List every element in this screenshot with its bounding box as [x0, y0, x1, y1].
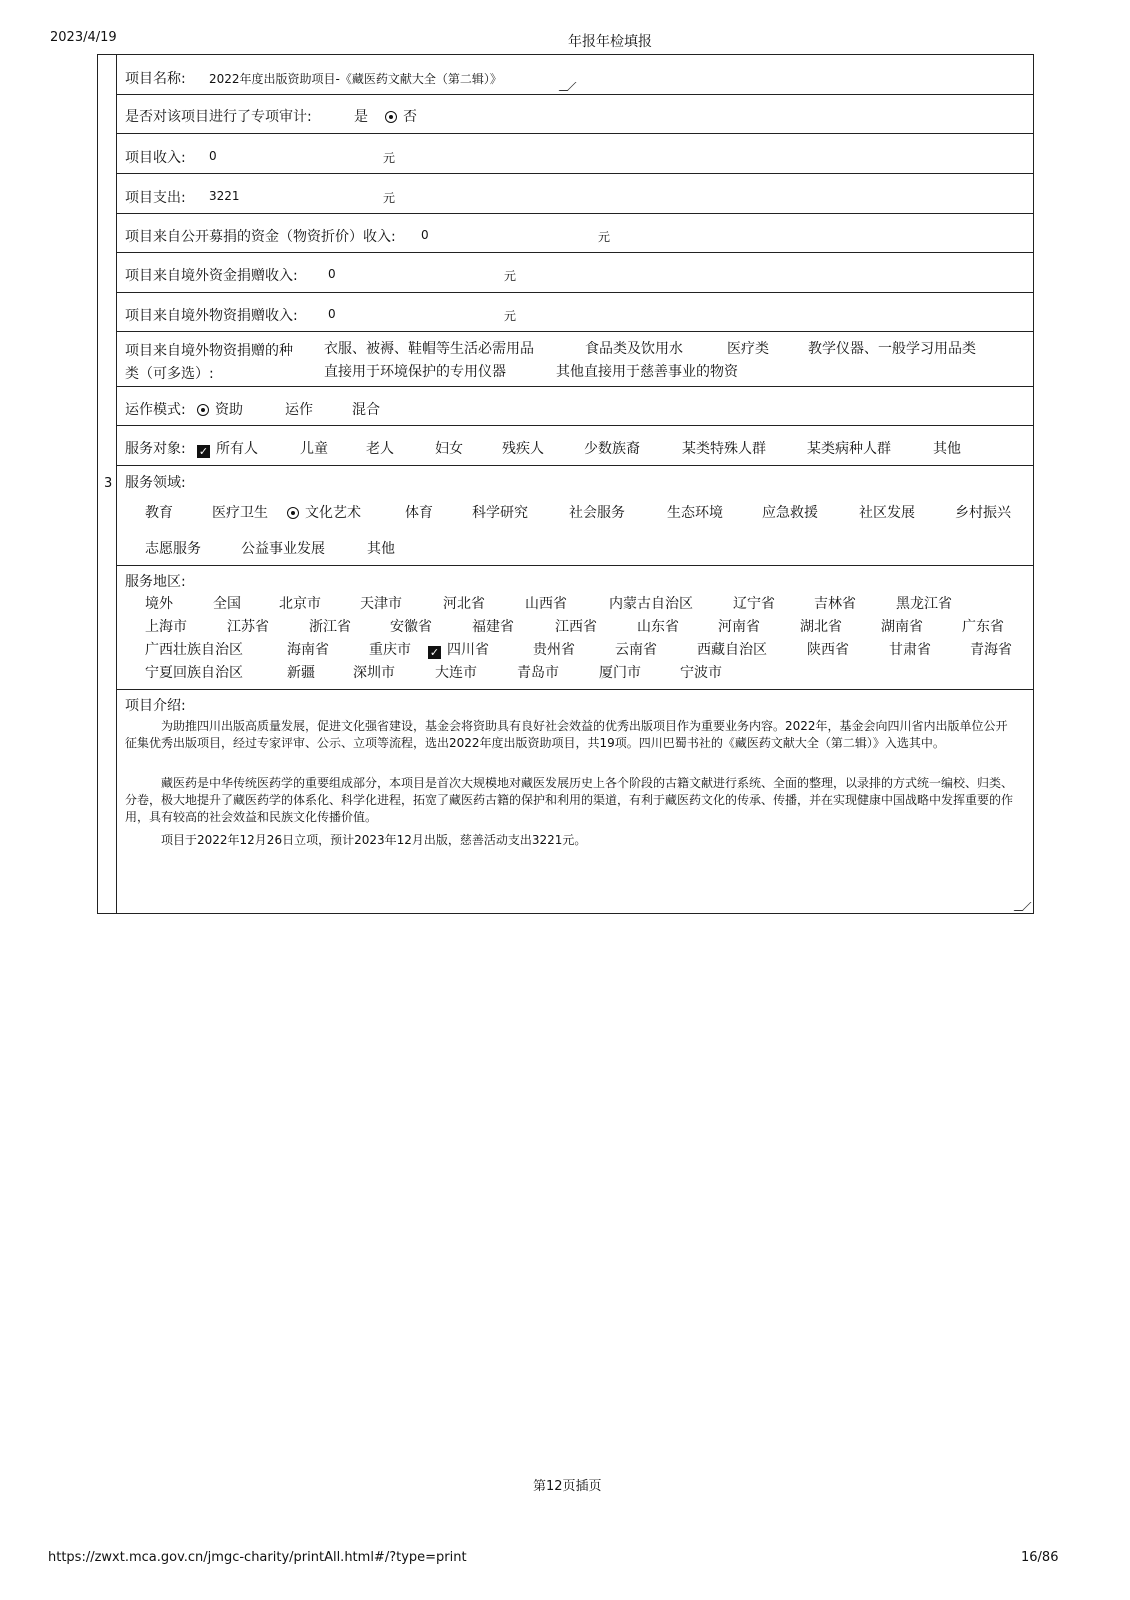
row-income: [117, 134, 1033, 174]
region-option[interactable]: 宁波市: [680, 665, 722, 681]
resize-handle-icon[interactable]: [559, 82, 577, 91]
intro-paragraph-2[interactable]: 藏医药是中华传统医药学的重要组成部分，本项目是首次大规模地对藏医发展历史上各个阶段的古籍文献进行系统、全面的整理，以录排的方式统一编校、归类、分卷，极大地提升了藏医药学的体系化、科学化进程，拓宽了藏医药古籍的保护和利用的渠道，有利于藏医药文化的传承、传播，并在实现健康中国战略中发挥重要的作用，具有较高的社会效益和民族文化传播价值。: [125, 776, 1014, 824]
region-option[interactable]: 天津市: [360, 596, 402, 612]
print-url: https://zwxt.mca.gov.cn/jmgc-charity/printAll.html#/?type=print: [48, 1550, 467, 1565]
foreign-funds-unit: 元: [504, 269, 517, 283]
intro-paragraph-1[interactable]: 为助推四川出版高质量发展，促进文化强省建设，基金会将资助具有良好社会效益的优秀出版项目作为重要业务内容。2022年，基金会向四川省内出版单位公开征集优秀出版项目，经过专家评审、公示、立项等流程，选出2022年度出版资助项目，共19项。四川巴蜀书社的《藏医药文献大全（第二辑）》入选其中。: [125, 719, 1008, 750]
audit-label: 是否对该项目进行了专项审计:: [125, 109, 312, 125]
target-option-children[interactable]: 儿童: [300, 441, 328, 457]
expense-input[interactable]: 3221: [209, 189, 240, 203]
foreign-funds-label: 项目来自境外资金捐赠收入:: [125, 268, 298, 284]
region-option[interactable]: 大连市: [435, 665, 477, 681]
row-expense: [117, 174, 1033, 214]
intro-label: 项目介绍:: [125, 698, 186, 714]
row-foreign-funds: [117, 253, 1033, 293]
goods-types-label-line2: 类（可多选）:: [125, 366, 214, 382]
region-option[interactable]: 广西壮族自治区: [145, 642, 243, 658]
field-option-culture-art[interactable]: [287, 502, 361, 522]
region-option[interactable]: 青海省: [970, 642, 1012, 658]
target-option-everyone[interactable]: [197, 438, 258, 458]
checkbox-checked-icon: ✓: [198, 445, 209, 458]
mode-label: 运作模式:: [125, 402, 186, 418]
field-option-social-service[interactable]: 社会服务: [569, 505, 625, 521]
print-date: 2023/4/19: [50, 30, 117, 45]
field-option-community[interactable]: 社区发展: [859, 505, 915, 521]
form-inner: [116, 55, 1033, 913]
audit-yes-option[interactable]: 是: [354, 109, 368, 125]
goods-option-environment[interactable]: 直接用于环境保护的专用仪器: [324, 364, 506, 380]
region-option[interactable]: 黑龙江省: [896, 596, 952, 612]
region-option[interactable]: 宁夏回族自治区: [145, 665, 243, 681]
audit-no-label: 否: [403, 109, 417, 125]
field-option-emergency[interactable]: 应急救援: [762, 505, 818, 521]
field-option-research[interactable]: 科学研究: [472, 505, 528, 521]
row-intro: [117, 690, 1033, 915]
mode-option-funding-label: 资助: [215, 402, 243, 418]
project-form: [97, 54, 1034, 914]
region-option[interactable]: 青岛市: [517, 665, 559, 681]
income-input[interactable]: 0: [209, 149, 217, 163]
region-option[interactable]: 河南省: [718, 619, 760, 635]
row-regions: [117, 566, 1033, 690]
row-audit: [117, 95, 1033, 134]
row-foreign-goods: [117, 293, 1033, 332]
region-option[interactable]: 境外: [145, 596, 173, 612]
page-count: 16/86: [1021, 1550, 1059, 1565]
region-option[interactable]: 新疆: [287, 665, 315, 681]
row-index: 3: [104, 476, 113, 491]
field-option-volunteer[interactable]: 志愿服务: [145, 541, 201, 557]
goods-types-label-line1: 项目来自境外物资捐赠的种: [125, 343, 293, 359]
region-option[interactable]: 陕西省: [807, 642, 849, 658]
region-option[interactable]: 安徽省: [390, 619, 432, 635]
page-note: 第12页插页: [533, 1479, 602, 1494]
expense-unit: 元: [383, 191, 396, 205]
income-label: 项目收入:: [125, 150, 186, 166]
region-option[interactable]: 江苏省: [227, 619, 269, 635]
audit-no-option[interactable]: [385, 106, 417, 126]
region-option-sichuan-label: 四川省: [447, 642, 489, 658]
row-goods-types: [117, 332, 1033, 387]
public-income-input[interactable]: 0: [421, 228, 429, 242]
mode-option-funding[interactable]: [197, 399, 243, 419]
row-targets: [117, 426, 1033, 466]
field-option-education[interactable]: 教育: [145, 505, 173, 521]
fields-label: 服务领域:: [125, 475, 186, 491]
goods-option-food-water[interactable]: 食品类及饮用水: [585, 341, 683, 357]
field-option-other[interactable]: 其他: [367, 541, 395, 557]
region-option[interactable]: 西藏自治区: [697, 642, 767, 658]
region-option[interactable]: 广东省: [962, 619, 1004, 635]
project-name-input[interactable]: 2022年度出版资助项目-《藏医药文献大全（第二辑）》: [209, 72, 502, 86]
region-option[interactable]: 江西省: [555, 619, 597, 635]
region-option[interactable]: 全国: [213, 596, 241, 612]
project-name-label: 项目名称:: [125, 71, 186, 87]
region-option[interactable]: 湖南省: [881, 619, 923, 635]
region-option[interactable]: 云南省: [615, 642, 657, 658]
foreign-goods-input[interactable]: 0: [328, 307, 336, 321]
region-option[interactable]: 内蒙古自治区: [609, 596, 693, 612]
expense-label: 项目支出:: [125, 190, 186, 206]
target-option-minority[interactable]: 少数族裔: [584, 441, 640, 457]
mode-option-mixed[interactable]: 混合: [352, 402, 380, 418]
regions-label: 服务地区:: [125, 574, 186, 590]
resize-handle-icon[interactable]: [1014, 902, 1032, 911]
region-option[interactable]: 海南省: [287, 642, 329, 658]
region-option[interactable]: 山西省: [525, 596, 567, 612]
target-option-other[interactable]: 其他: [933, 441, 961, 457]
region-option[interactable]: 贵州省: [533, 642, 575, 658]
target-option-elderly[interactable]: 老人: [366, 441, 394, 457]
region-option[interactable]: 浙江省: [309, 619, 351, 635]
goods-option-teaching[interactable]: 教学仪器、一般学习用品类: [808, 341, 976, 357]
region-option[interactable]: 重庆市: [369, 642, 411, 658]
mode-option-operation[interactable]: 运作: [285, 402, 313, 418]
goods-option-medical[interactable]: 医疗类: [727, 341, 769, 357]
field-option-rural[interactable]: 乡村振兴: [955, 505, 1011, 521]
checkbox-checked-icon: ✓: [429, 646, 440, 659]
row-mode: [117, 387, 1033, 426]
region-option[interactable]: 河北省: [443, 596, 485, 612]
region-option[interactable]: 福建省: [472, 619, 514, 635]
public-income-unit: 元: [598, 230, 611, 244]
intro-paragraph-3[interactable]: 项目于2022年12月26日立项，预计2023年12月出版，慈善活动支出3221元。: [161, 833, 587, 847]
target-option-special-group[interactable]: 某类特殊人群: [682, 441, 766, 457]
target-option-disease-group[interactable]: 某类病种人群: [807, 441, 891, 457]
row-project-name: [117, 55, 1033, 95]
region-option[interactable]: 上海市: [145, 619, 187, 635]
print-title: 年报年检填报: [568, 34, 652, 50]
region-option[interactable]: 辽宁省: [733, 596, 775, 612]
goods-option-other-charity[interactable]: 其他直接用于慈善事业的物资: [556, 364, 738, 380]
row-fields: [117, 466, 1033, 566]
region-option[interactable]: 甘肃省: [889, 642, 931, 658]
foreign-goods-unit: 元: [504, 309, 517, 323]
field-option-healthcare[interactable]: 医疗卫生: [212, 505, 268, 521]
field-option-sports[interactable]: 体育: [405, 505, 433, 521]
field-option-culture-art-label: 文化艺术: [305, 505, 361, 521]
radio-selected-icon: [287, 507, 299, 519]
region-option[interactable]: 北京市: [279, 596, 321, 612]
foreign-goods-label: 项目来自境外物资捐赠收入:: [125, 308, 298, 324]
income-unit: 元: [383, 151, 396, 165]
region-option-sichuan[interactable]: [428, 639, 489, 659]
field-option-public-welfare[interactable]: 公益事业发展: [241, 541, 325, 557]
region-option[interactable]: 厦门市: [599, 665, 641, 681]
target-option-disabled[interactable]: 残疾人: [502, 441, 544, 457]
radio-selected-icon: [385, 111, 397, 123]
foreign-funds-input[interactable]: 0: [328, 267, 336, 281]
field-option-ecology[interactable]: 生态环境: [667, 505, 723, 521]
region-option[interactable]: 山东省: [637, 619, 679, 635]
target-option-everyone-label: 所有人: [216, 441, 258, 457]
radio-selected-icon: [197, 404, 209, 416]
public-income-label: 项目来自公开募捐的资金（物资折价）收入:: [125, 229, 396, 245]
goods-option-daily-necessities[interactable]: 衣服、被褥、鞋帽等生活必需用品: [324, 341, 534, 357]
region-option[interactable]: 吉林省: [814, 596, 856, 612]
region-option[interactable]: 深圳市: [353, 665, 395, 681]
row-public-income: [117, 214, 1033, 253]
targets-label: 服务对象:: [125, 441, 186, 457]
region-option[interactable]: 湖北省: [800, 619, 842, 635]
target-option-women[interactable]: 妇女: [435, 441, 463, 457]
